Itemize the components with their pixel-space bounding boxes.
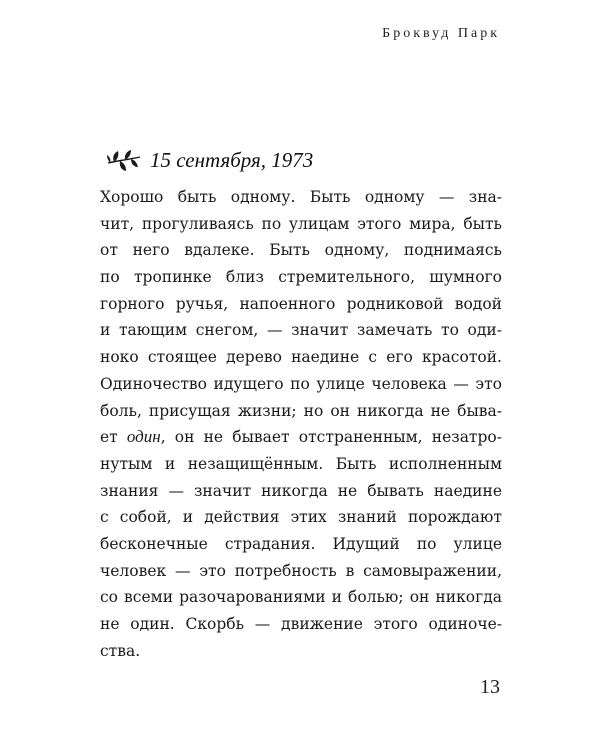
sprig-icon [106,149,142,173]
page-number: 13 [480,676,500,698]
text-line: с собой, и действия этих знаний порождают [100,508,502,527]
running-head: Броквуд Парк [382,26,500,41]
text-line [100,424,502,451]
text-line: бесконечные страдания. Идущий по улице [100,534,502,553]
text-line: ства. [100,641,141,660]
text-line: нутым и незащищённым. Быть исполненным [100,454,502,473]
text-line: знания — значит никогда не бывать наедине [100,481,502,500]
italic-word: один [126,427,161,447]
entry-date: 15 сентября, 1973 [150,148,314,172]
text-line: чит, прогуливаясь по улицам этого мира, быть [100,214,502,233]
text-line: горного ручья, напоенного родниковой водой [100,294,502,313]
entry-heading [106,148,313,173]
text-line: и тающим снегом, — значит замечать то оди- [100,321,502,340]
text-line: Одиночество идущего по улице человека — это [100,374,502,393]
text-line: человек — это потребность в самовыражении, [100,561,502,580]
text-segment: ет [100,428,118,447]
text-line: по тропинке близ стремительного, шумного [100,268,502,287]
text-line: боль, присущая жизни; но он никогда не быва- [100,401,502,420]
text-line: ноко стоящее дерево наедине с его красотой. [100,348,502,367]
body-text [100,184,502,664]
text-line: от него вдалеке. Быть одному, поднимаясь [100,241,502,260]
text-line: не один. Скорбь — движение этого одиноче- [100,615,502,633]
text-line: Хорошо быть одному. Быть одному — зна- [100,188,502,206]
text-line: со всеми разочарованиями и болью; он никогда [100,588,502,607]
text-segment: , он не бывает отстраненным, незатро- [160,428,502,447]
